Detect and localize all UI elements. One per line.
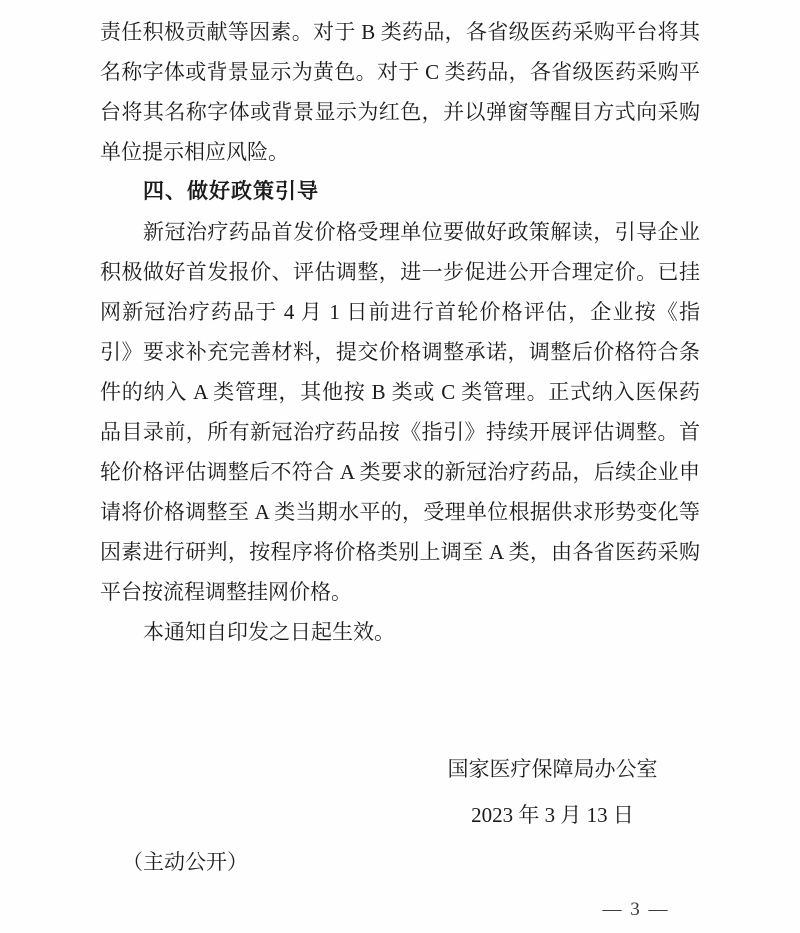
para-effective-date (100, 612, 700, 652)
section-heading (100, 172, 700, 212)
text-line: 本通知自印发之日起生效。 (143, 620, 395, 644)
signature-block (400, 746, 705, 838)
text-line: 引》要求补充完善材料，提交价格调整承诺，调整后价格符合条 (100, 340, 700, 364)
text-line: 积极做好首发报价、评估调整，进一步促进公开合理定价。已挂 (100, 260, 700, 284)
text-line: 四、做好政策引导 (143, 180, 319, 203)
text-line: 台将其名称字体或背景显示为红色，并以弹窗等醒目方式向采购 (100, 100, 700, 124)
para-continuation (100, 12, 700, 172)
text-line: 件的纳入 A 类管理，其他按 B 类或 C 类管理。正式纳入医保药 (100, 380, 700, 404)
para-policy-guidance (100, 212, 700, 612)
text-line: 品目录前，所有新冠治疗药品按《指引》持续开展评估调整。首 (100, 420, 700, 444)
text-line: 单位提示相应风险。 (100, 140, 289, 164)
text-line: 平台按流程调整挂网价格。 (100, 580, 352, 604)
signature-office: 国家医疗保障局办公室 (447, 757, 658, 781)
text-line: 名称字体或背景显示为黄色。对于 C 类药品，各省级医药采购平 (100, 60, 700, 84)
disclosure-note: （主动公开） (122, 850, 248, 874)
document-body (100, 12, 700, 652)
text-line: 责任积极贡献等因素。对于 B 类药品，各省级医药采购平台将其 (100, 20, 700, 44)
text-line: 因素进行研判，按程序将价格类别上调至 A 类，由各省医药采购 (100, 540, 700, 564)
text-line: 网新冠治疗药品于 4 月 1 日前进行首轮价格评估，企业按《指 (100, 300, 700, 324)
text-line: 请将价格调整至 A 类当期水平的，受理单位根据供求形势变化等 (100, 500, 700, 524)
text-line: 轮价格评估调整后不符合 A 类要求的新冠治疗药品，后续企业申 (100, 460, 700, 484)
text-line: 新冠治疗药品首发价格受理单位要做好政策解读，引导企业 (143, 220, 700, 244)
signature-date: 2023 年 3 月 13 日 (471, 803, 634, 827)
page-number: — 3 — (602, 899, 670, 920)
